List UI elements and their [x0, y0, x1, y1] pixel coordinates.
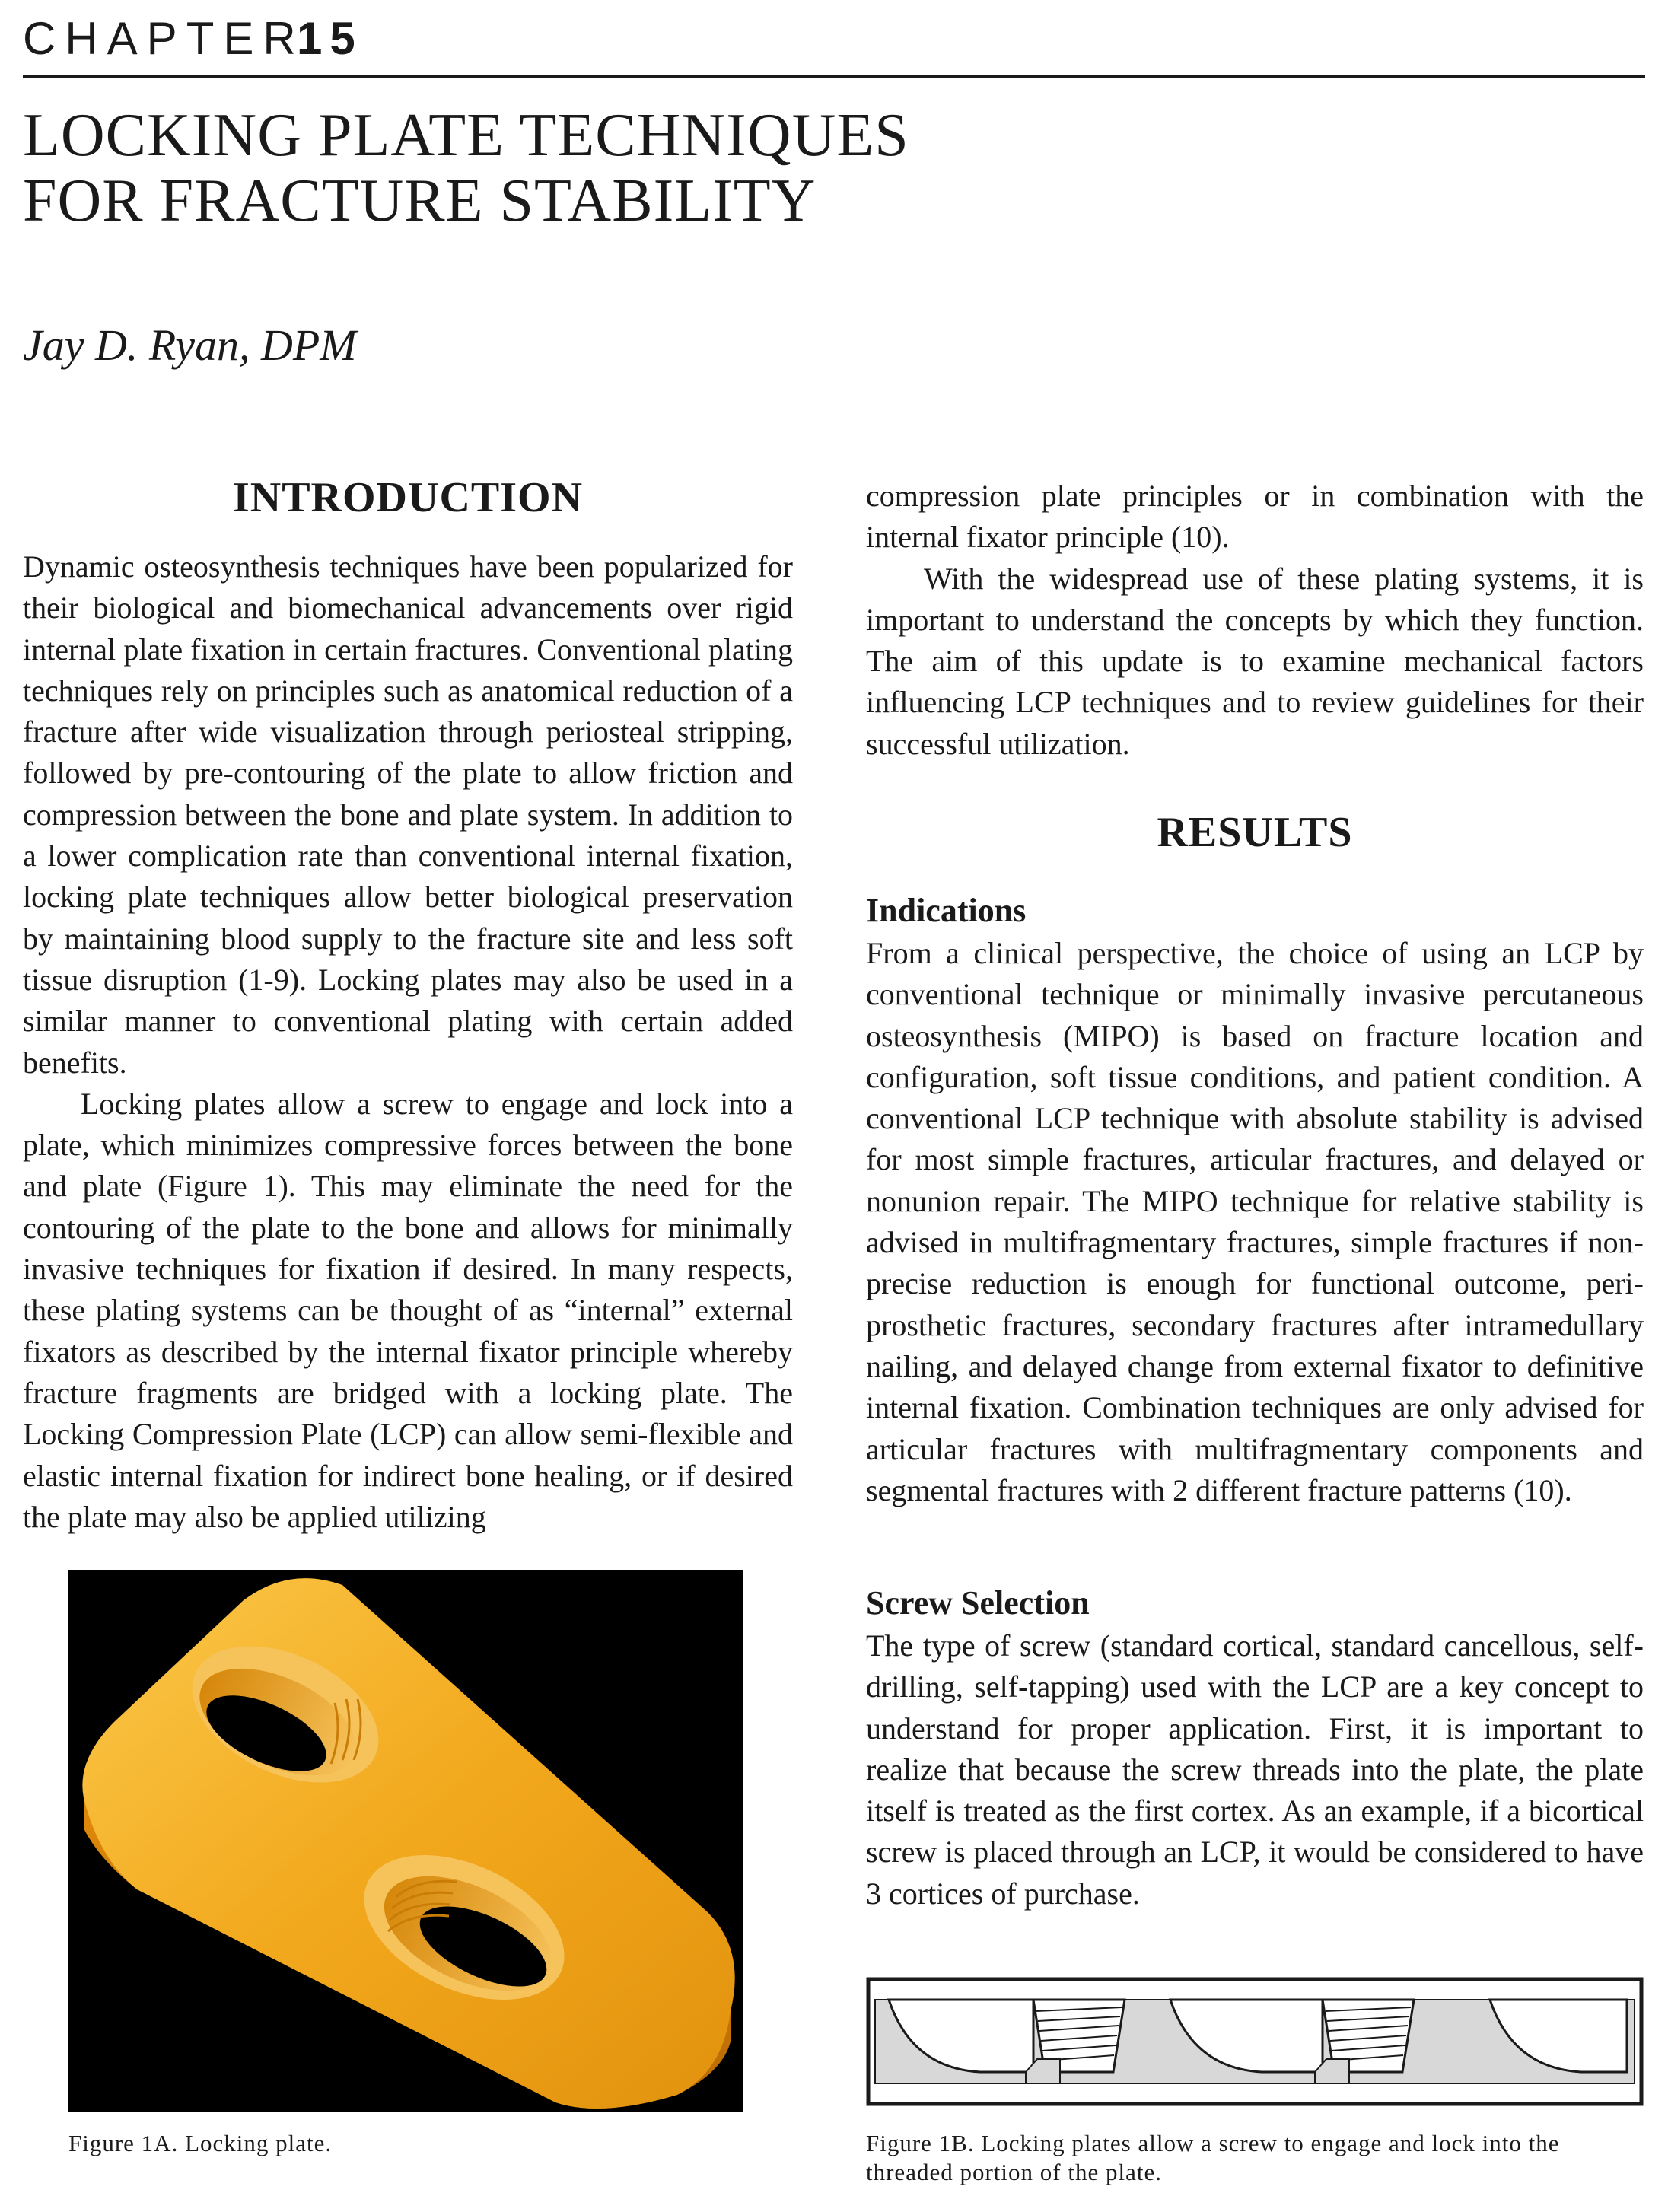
- screw-selection-section: [866, 1581, 1644, 1914]
- figure-1a-locking-plate-image: [68, 1570, 743, 2112]
- intro-paragraph-3: With the widespread use of these plating systems, it is important to understand the concepts by which they function. The aim of this update is to examine mechanical factors influencing LCP techniques and to review guidelines for their successful utilization.: [866, 561, 1644, 761]
- author-byline: Jay D. Ryan, DPM: [23, 320, 357, 370]
- introduction-heading: INTRODUCTION: [232, 474, 584, 521]
- indications-text: From a clinical perspective, the choice of using an LCP by conventional technique or minimally invasive percutaneous osteosynthesis (MIPO) is based on fracture location and configuration, soft tissue conditions, and patient condition. A conventional LCP technique with absolute stability is advised for most simple fractures, articular fractures, and delayed or nonunion repair. The MIPO technique for relative stability is advised in multifragmentary fractures, simple fractures if non-precise reduction is enough for functional outcome, peri-prosthetic fractures, secondary fractures after intramedullary nailing, and delayed change from external fixator to definitive internal fixation. Combination techniques are only advised for articular fractures with multifragmentary components and segmental fractures with 2 different fracture patterns (10).: [866, 936, 1644, 1507]
- figure-1b-caption: Figure 1B. Locking plates allow a screw to engage and lock into the threaded portion of the plate.: [866, 2130, 1560, 2185]
- title-line-1: LOCKING PLATE TECHNIQUES: [23, 102, 909, 169]
- article-title: [23, 103, 1088, 234]
- screw-selection-text: The type of screw (standard cortical, standard cancellous, self-drilling, self-tapping) used with the LCP are a key concept to understand for proper application. First, it is important to realize that because the screw threads into the plate, the plate itself is treated as the first cortex. As an example, if a bicortical screw is placed through an LCP, it would be considered to have 3 cortices of purchase.: [866, 1628, 1644, 1911]
- chapter-number: 15: [297, 13, 363, 64]
- figure-1b-plate-cross-section: [866, 1977, 1644, 2106]
- chapter-label: CHAPTER: [23, 13, 305, 64]
- intro-paragraph-1: Dynamic osteosynthesis techniques have been popularized for their biological and biomechanical advancements over rigid internal plate fixation in certain fractures. Conventional plating techniques rely on principles such as anatomical reduction of a fracture after wide visualization through periosteal stripping, followed by pre-contouring of the plate to allow friction and compression between the bone and plate system. In addition to a lower complication rate than conventional internal fixation, locking plate techniques allow better biological preservation by maintaining blood supply to the fracture site and less soft tissue disruption (1-9). Locking plates may also be used in a similar manner to conventional plating with certain added benefits.: [23, 549, 793, 1080]
- locking-plate-render-icon: [68, 1570, 743, 2112]
- intro-paragraph-2-continued: compression plate principles or in combination with the internal fixator principle (10).: [866, 479, 1644, 555]
- right-column-top: [866, 476, 1644, 765]
- screw-selection-heading: Screw Selection: [866, 1584, 1090, 1622]
- intro-paragraph-2: Locking plates allow a screw to engage and lock into a plate, which minimizes compressive forces between the bone and plate (Figure 1). This may eliminate the need for the contouring of the plate to the bone and allows for minimally invasive techniques for fixation if desired. In many respects, these plating systems can be thought of as “internal” external fixators as described by the internal fixator principle whereby fracture fragments are bridged with a locking plate. The Locking Compression Plate (LCP) can allow semi-flexible and elastic internal fixation for indirect bone healing, or if desired the plate may also be applied utilizing: [23, 1086, 793, 1534]
- left-column: [23, 546, 793, 1538]
- indications-heading: Indications: [866, 892, 1027, 929]
- chapter-header: [23, 8, 1645, 78]
- indications-section: [866, 889, 1644, 1511]
- results-heading: RESULTS: [1157, 809, 1353, 856]
- plate-cross-section-icon: [866, 1977, 1644, 2106]
- title-line-2: FOR FRACTURE STABILITY: [23, 167, 816, 234]
- figure-1a-caption: Figure 1A. Locking plate.: [68, 2130, 333, 2156]
